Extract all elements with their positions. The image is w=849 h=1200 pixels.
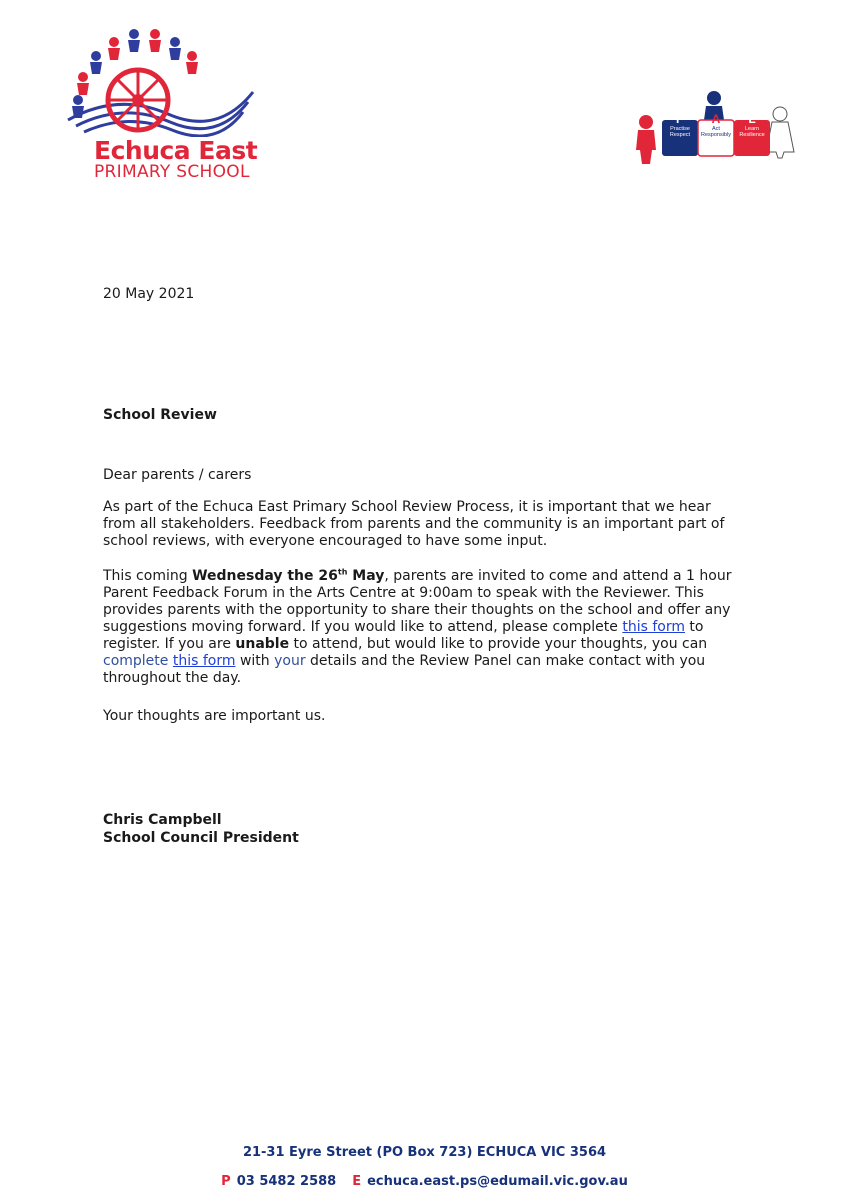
text-run: to register. If you are bbox=[103, 619, 704, 652]
footer-contact bbox=[0, 1174, 849, 1189]
forum-month: May bbox=[347, 568, 385, 584]
signature-name: Chris Campbell bbox=[103, 812, 222, 828]
pal-letter-p: P bbox=[675, 112, 684, 126]
paragraph-feedback-forum bbox=[103, 568, 743, 687]
footer-email: echuca.east.ps@edumail.vic.gov.au bbox=[367, 1174, 628, 1189]
text-run: with bbox=[235, 653, 275, 669]
school-logo-graphic bbox=[58, 22, 258, 137]
letter-subject: School Review bbox=[103, 407, 217, 423]
unable-emphasis: unable bbox=[235, 636, 290, 652]
forum-day-text: Wednesday the 26 bbox=[192, 568, 338, 584]
text-run: , parents are invited to come and attend a 1 hour Parent Feedback Forum in the Arts Centre at 9:00am to speak with the Reviewer. This provides parents with the opportunity to share their thoughts on the school and offer any suggestions moving forward. If you would like to attend, please complete bbox=[103, 568, 732, 635]
register-form-link[interactable]: this form bbox=[622, 619, 685, 635]
email-label: E bbox=[352, 1174, 362, 1189]
text-run: This coming bbox=[103, 568, 193, 584]
forum-day bbox=[192, 568, 384, 584]
paragraph-closing: Your thoughts are important us. bbox=[103, 708, 326, 724]
text-run: to attend, but would like to provide your thoughts, you can bbox=[289, 636, 708, 652]
school-subtitle: PRIMARY SCHOOL bbox=[94, 162, 250, 182]
school-logo bbox=[58, 22, 258, 182]
pal-values-logo bbox=[634, 88, 799, 170]
letter-salutation: Dear parents / carers bbox=[103, 467, 252, 483]
pal-letter-a: A bbox=[711, 112, 721, 126]
footer-phone: 03 5482 2588 bbox=[236, 1174, 337, 1189]
paragraph-feedback-forum-text bbox=[103, 568, 743, 687]
signature-title: School Council President bbox=[103, 830, 299, 846]
paragraph-review-process-text: As part of the Echuca East Primary School Review Process, it is important that we hear from all stakeholders. Feedback from parents and the community is an important part of school reviews, with everyone encouraged to have some input. bbox=[103, 499, 725, 549]
ordinal-suffix: th bbox=[337, 567, 348, 577]
footer-address: 21-31 Eyre Street (PO Box 723) ECHUCA VIC 3564 bbox=[242, 1145, 607, 1160]
phone-label: P bbox=[221, 1174, 231, 1189]
text-run: your bbox=[274, 653, 306, 669]
pal-caption-responsibly: Act Responsibly bbox=[701, 126, 731, 138]
school-name: Echuca East bbox=[94, 136, 258, 165]
text-run: complete bbox=[103, 653, 169, 669]
feedback-form-link[interactable]: this form bbox=[172, 653, 236, 669]
pal-letter-l: L bbox=[748, 112, 756, 126]
letter-date: 20 May 2021 bbox=[103, 286, 195, 302]
text-run: details and the Review Panel can make contact with you throughout the day. bbox=[103, 653, 706, 686]
paragraph-review-process bbox=[103, 499, 743, 550]
pal-caption-resilience: Learn Resilience bbox=[739, 126, 765, 138]
pal-caption-respect: Practise Respect bbox=[669, 126, 691, 138]
